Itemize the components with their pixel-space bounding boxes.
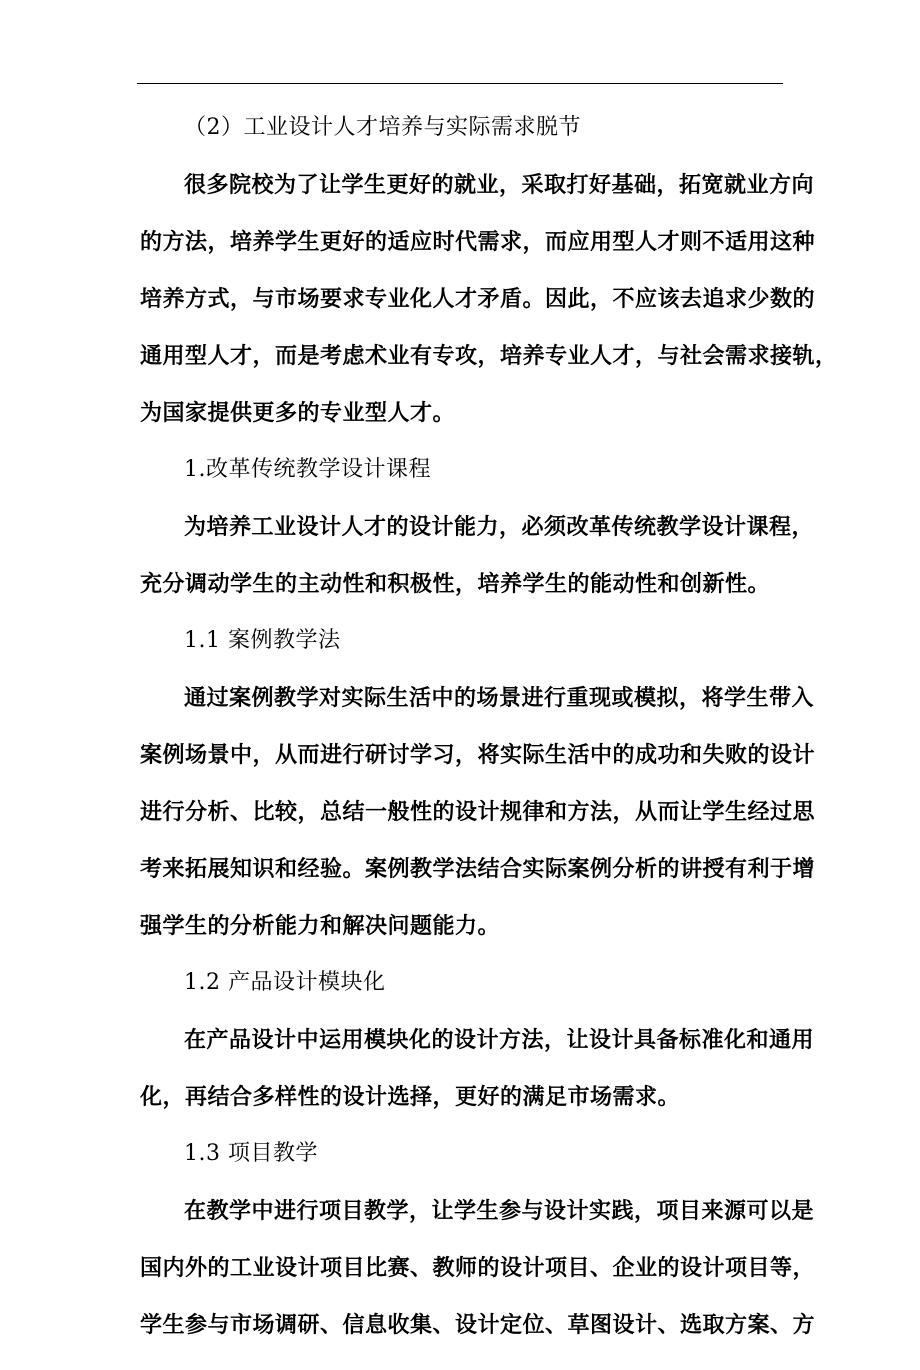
text-line: 国内外的工业设计项目比赛、教师的设计项目、企业的设计项目等， xyxy=(140,1255,816,1281)
text-line: （2）工业设计人才培养与实际需求脱节 xyxy=(184,115,581,140)
text-line: 充分调动学生的主动性和积极性，培养学生的能动性和创新性。 xyxy=(140,571,771,597)
text-line: 考来拓展知识和经验。案例教学法结合实际案例分析的讲授有利于增 xyxy=(140,856,816,882)
text-line: 案例场景中，从而进行研讨学习，将实际生活中的成功和失败的设计 xyxy=(140,742,816,768)
text-line: 通用型人才，而是考虑术业有专攻，培养专业人才，与社会需求接轨， xyxy=(140,343,838,369)
text-line: 为国家提供更多的专业型人才。 xyxy=(140,400,456,426)
document-body xyxy=(140,115,838,1370)
text-line: 在产品设计中运用模块化的设计方法，让设计具备标准化和通用 xyxy=(184,1027,815,1053)
text-line: 通过案例教学对实际生活中的场景进行重现或模拟，将学生带入 xyxy=(184,685,815,711)
text-line: 1.2 产品设计模块化 xyxy=(184,970,386,995)
text-line: 1.3 项目教学 xyxy=(184,1141,318,1166)
header-rule xyxy=(137,83,783,84)
text-line: 学生参与市场调研、信息收集、设计定位、草图设计、选取方案、方 xyxy=(140,1312,816,1338)
text-line: 在教学中进行项目教学，让学生参与设计实践，项目来源可以是 xyxy=(184,1198,815,1224)
text-line: 1.改革传统教学设计课程 xyxy=(184,457,431,482)
text-line: 的方法，培养学生更好的适应时代需求，而应用型人才则不适用这种 xyxy=(140,229,816,255)
text-line: 为培养工业设计人才的设计能力，必须改革传统教学设计课程， xyxy=(184,514,815,540)
text-line: 强学生的分析能力和解决问题能力。 xyxy=(140,913,501,939)
text-line: 很多院校为了让学生更好的就业，采取打好基础，拓宽就业方向 xyxy=(184,172,815,198)
text-line: 进行分析、比较，总结一般性的设计规律和方法，从而让学生经过思 xyxy=(140,799,816,825)
text-line: 培养方式，与市场要求专业化人才矛盾。因此，不应该去追求少数的 xyxy=(140,286,816,312)
text-line: 1.1 案例教学法 xyxy=(184,628,341,653)
text-line: 化，再结合多样性的设计选择，更好的满足市场需求。 xyxy=(140,1084,681,1110)
